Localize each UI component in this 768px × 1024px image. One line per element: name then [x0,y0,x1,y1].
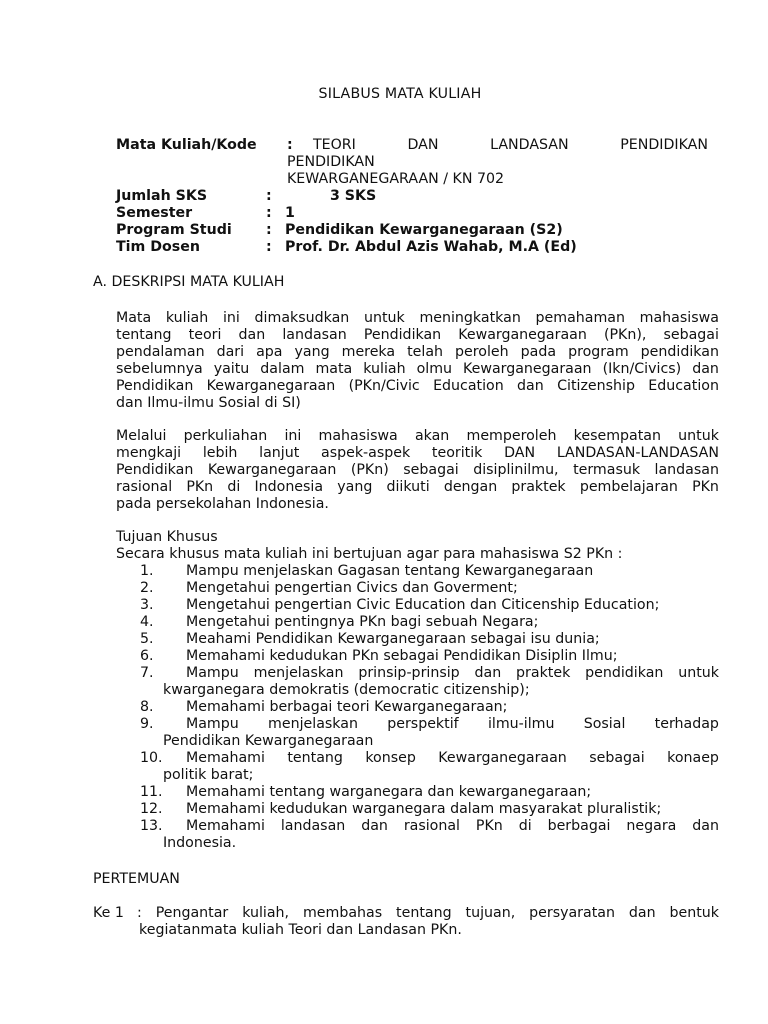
list-item [116,699,719,716]
word: perkuliahan [183,428,268,444]
word: Mampu [186,665,239,681]
word: landasan [654,462,719,478]
word: olmu [416,361,453,377]
word: Citizenship [557,378,635,394]
list-item-text [186,818,719,835]
word: PKn [475,818,503,834]
list-item-number: 1. [140,563,154,579]
meeting-1-line [137,905,719,922]
p1-line [116,310,719,327]
word: termasuk [573,462,641,478]
meeting-1-line-last: kegiatanmata kuliah Teori dan Landasan PKn. [139,922,462,938]
word: DAN [407,137,439,153]
dosen-value: Prof. Dr. Abdul Azis Wahab, M.A (Ed) [285,239,577,255]
list-item [116,648,719,665]
list-item [116,563,719,580]
word: ini [222,310,240,326]
word: untuk [678,428,719,444]
word: dimaksudkan [254,310,350,326]
meeting-1-label: Ke 1 [93,905,124,921]
word: pada [520,344,557,360]
word: membahas [302,905,383,921]
list-item-text [186,750,719,767]
word: rasional [116,479,173,495]
word: dan [238,327,266,343]
word: Pendidikan [116,378,194,394]
description-paragraph-2 [116,428,719,513]
word: yang [337,479,373,495]
word: dengan [443,479,498,495]
list-item [116,818,719,852]
p2-line [116,479,719,496]
list-item-number: 2. [140,580,154,596]
word: mahasiswa [639,310,719,326]
list-item-number: 4. [140,614,154,630]
list-item-text: Memahami kedudukan PKn sebagai Pendidikan Disiplin Ilmu; [186,648,618,664]
meeting-1 [93,905,719,939]
p2-line [116,428,719,445]
word: dari [216,344,245,360]
sks-label: Jumlah SKS [116,188,208,204]
word: mata [315,361,353,377]
word: : [137,905,142,921]
prodi-colon: : [266,222,272,238]
word: sebelumnya [116,361,203,377]
p2-line [116,462,719,479]
word: konsep [365,750,416,766]
word: Indonesia [254,479,324,495]
word: Education [648,378,719,394]
word: TEORI [313,137,356,153]
word: aspek-aspek [321,445,411,461]
course-info [116,137,716,256]
word: dan [361,818,388,834]
word: praktek [516,665,571,681]
word: tentang [116,327,172,343]
word: LANDASAN [490,137,569,153]
word: di [518,818,532,834]
word: yaitu [213,361,250,377]
word: dan [692,818,719,834]
word: negara [626,818,677,834]
word: untuk [678,665,719,681]
list-item-text: Mengetahui pengertian Civics dan Goverment; [186,580,518,596]
word: landasan [282,327,347,343]
semester-value: 1 [285,205,295,221]
list-item-number: 8. [140,699,154,715]
course-code-colon: : [287,137,293,153]
word: PENDIDIKAN [620,137,708,153]
word: tentang [396,905,452,921]
word: (PKn/Civic [348,378,420,394]
course-code-value-line1 [313,137,708,154]
list-item-number: 12. [140,801,163,817]
sks-row [116,188,716,205]
list-item [116,665,719,699]
word: praktek [511,479,566,495]
section-a-heading: A. DESKRIPSI MATA KULIAH [93,274,285,290]
list-item-continuation: Pendidikan Kewarganegaraan [163,733,374,749]
list-item-text: Meahami Pendidikan Kewarganegaraan sebagai isu dunia; [186,631,600,647]
word: akan [414,428,450,444]
list-item [116,614,719,631]
list-item-number: 9. [140,716,154,732]
word: Sosial [583,716,626,732]
word: kesempatan [573,428,661,444]
list-item-number: 6. [140,648,154,664]
pertemuan-heading: PERTEMUAN [93,871,180,887]
word: dan [692,361,719,377]
list-item-text: Memahami tentang warganegara dan kewarganegaraan; [186,784,592,800]
word: dan [628,905,656,921]
course-code-label: Mata Kuliah/Kode [116,137,257,153]
list-item-continuation: kwarganegara demokratis (democratic citizenship); [163,682,530,698]
word: PKn [186,479,214,495]
p2-line [116,445,719,462]
word: (Ikn/Civics) [602,361,682,377]
course-code-value-line2: PENDIDIKAN [287,154,375,170]
semester-row [116,205,716,222]
word: Melalui [116,428,167,444]
word: kuliah [363,361,406,377]
word: mereka [341,344,396,360]
word: Pendidikan [116,462,194,478]
course-code-value-line3: KEWARGANEGARAAN / KN 702 [287,171,505,187]
list-item-number: 3. [140,597,154,613]
list-item-number: 10. [140,750,163,766]
word: teoritik [431,445,483,461]
list-item [116,597,719,614]
word: diikuti [386,479,430,495]
prodi-value: Pendidikan Kewarganegaraan (S2) [285,222,563,238]
word: pendalaman [116,344,205,360]
word: Kewarganegaraan [458,327,587,343]
dosen-row [116,239,716,256]
word: bentuk [669,905,719,921]
list-item-text: Mengetahui pentingnya PKn bagi sebuah Negara; [186,614,539,630]
word: lanjut [259,445,300,461]
word: landasan [280,818,346,834]
word: Education [433,378,504,394]
list-item-continuation: politik barat; [163,767,254,783]
word: tentang [287,750,343,766]
word: (PKn) [350,462,389,478]
word: dan [517,378,544,394]
tujuan-intro: Secara khusus mata kuliah ini bertujuan agar para mahasiswa S2 PKn : [116,546,623,562]
word: pemahaman [535,310,625,326]
word: Pendidikan [363,327,442,343]
word: memperoleh [466,428,557,444]
word: kuliah [165,310,209,326]
word: Pengantar [155,905,229,921]
word: Memahami [186,750,265,766]
p1-line [116,344,719,361]
list-item-text: Memahami kedudukan warganegara dalam masyarakat pluralistik; [186,801,662,817]
course-code-row [116,137,716,154]
dosen-colon: : [266,239,272,255]
goal-list [116,563,719,852]
list-item-text: Mampu menjelaskan Gagasan tentang Kewarganegaraan [186,563,594,579]
list-item-number: 11. [140,784,163,800]
course-code-row-3 [116,171,716,188]
word: mahasiswa [318,428,398,444]
word: sebagai [589,750,645,766]
page-title: SILABUS MATA KULIAH [318,86,482,102]
semester-colon: : [266,205,272,221]
word: Memahami [186,818,265,834]
word: konaep [667,750,719,766]
word: mengkaji [116,445,182,461]
word: perspektif [387,716,459,732]
list-item-number: 7. [140,665,154,681]
tujuan-block [116,529,719,563]
word: LANDASAN-LANDASAN [556,445,719,461]
word: dalam [260,361,305,377]
dosen-label: Tim Dosen [116,239,200,255]
word: terhadap [654,716,719,732]
word: DAN [504,445,536,461]
word: pembelajaran [579,479,678,495]
word: Kewarganegaraan [206,378,336,394]
list-item [116,716,719,750]
word: dan [474,665,502,681]
p1-line [116,378,719,395]
list-item-number: 13. [140,818,163,834]
word: ilmu-ilmu [487,716,555,732]
word: menjelaskan [268,716,358,732]
p1-line [116,327,719,344]
list-item [116,631,719,648]
list-item-text: Mengetahui pengertian Civic Education dan Citicenship Education; [186,597,660,613]
word: Kewarganegaraan [463,361,592,377]
p1-line-last: dan Ilmu-ilmu Sosial di SI) [116,395,301,411]
word: untuk [363,310,405,326]
word: ini [284,428,302,444]
description-paragraph-1 [116,310,719,412]
word: di [227,479,241,495]
sks-colon: : [266,188,272,204]
word: meningkatkan [419,310,521,326]
word: teori [188,327,222,343]
word: Kewarganegaraan [438,750,567,766]
sks-value: 3 SKS [330,188,377,204]
word: disiplinilmu, [473,462,559,478]
word: pendidikan [640,344,719,360]
list-item [116,580,719,597]
list-item-text [186,665,719,682]
p1-line [116,361,719,378]
word: peroleh [455,344,509,360]
list-item [116,750,719,784]
list-item-continuation: Indonesia. [163,835,237,851]
p2-line-last: pada persekolahan Indonesia. [116,496,329,512]
word: Mata [116,310,152,326]
word: telah [407,344,444,360]
word: (PKn), [603,327,647,343]
tujuan-heading: Tujuan Khusus [116,529,218,545]
word: apa [256,344,283,360]
word: persyaratan [529,905,615,921]
word: PKn [692,479,719,495]
word: berbagai [547,818,611,834]
semester-label: Semester [116,205,193,221]
word: sebagai [663,327,719,343]
word: sebagai [403,462,459,478]
word: program [568,344,629,360]
course-code-row-2 [116,154,716,171]
word: menjelaskan [253,665,344,681]
word: yang [294,344,330,360]
word: pendidikan [585,665,664,681]
word: Kewarganegaraan [207,462,337,478]
word: kuliah, [242,905,290,921]
list-item-text: Memahami berbagai teori Kewarganegaraan; [186,699,508,715]
prodi-label: Program Studi [116,222,232,238]
prodi-row [116,222,716,239]
list-item [116,784,719,801]
list-item-text [186,716,719,733]
word: prinsip-prinsip [358,665,460,681]
word: rasional [403,818,460,834]
word: lebih [202,445,238,461]
list-item [116,801,719,818]
word: Mampu [186,716,239,732]
list-item-number: 5. [140,631,154,647]
word: tujuan, [465,905,516,921]
